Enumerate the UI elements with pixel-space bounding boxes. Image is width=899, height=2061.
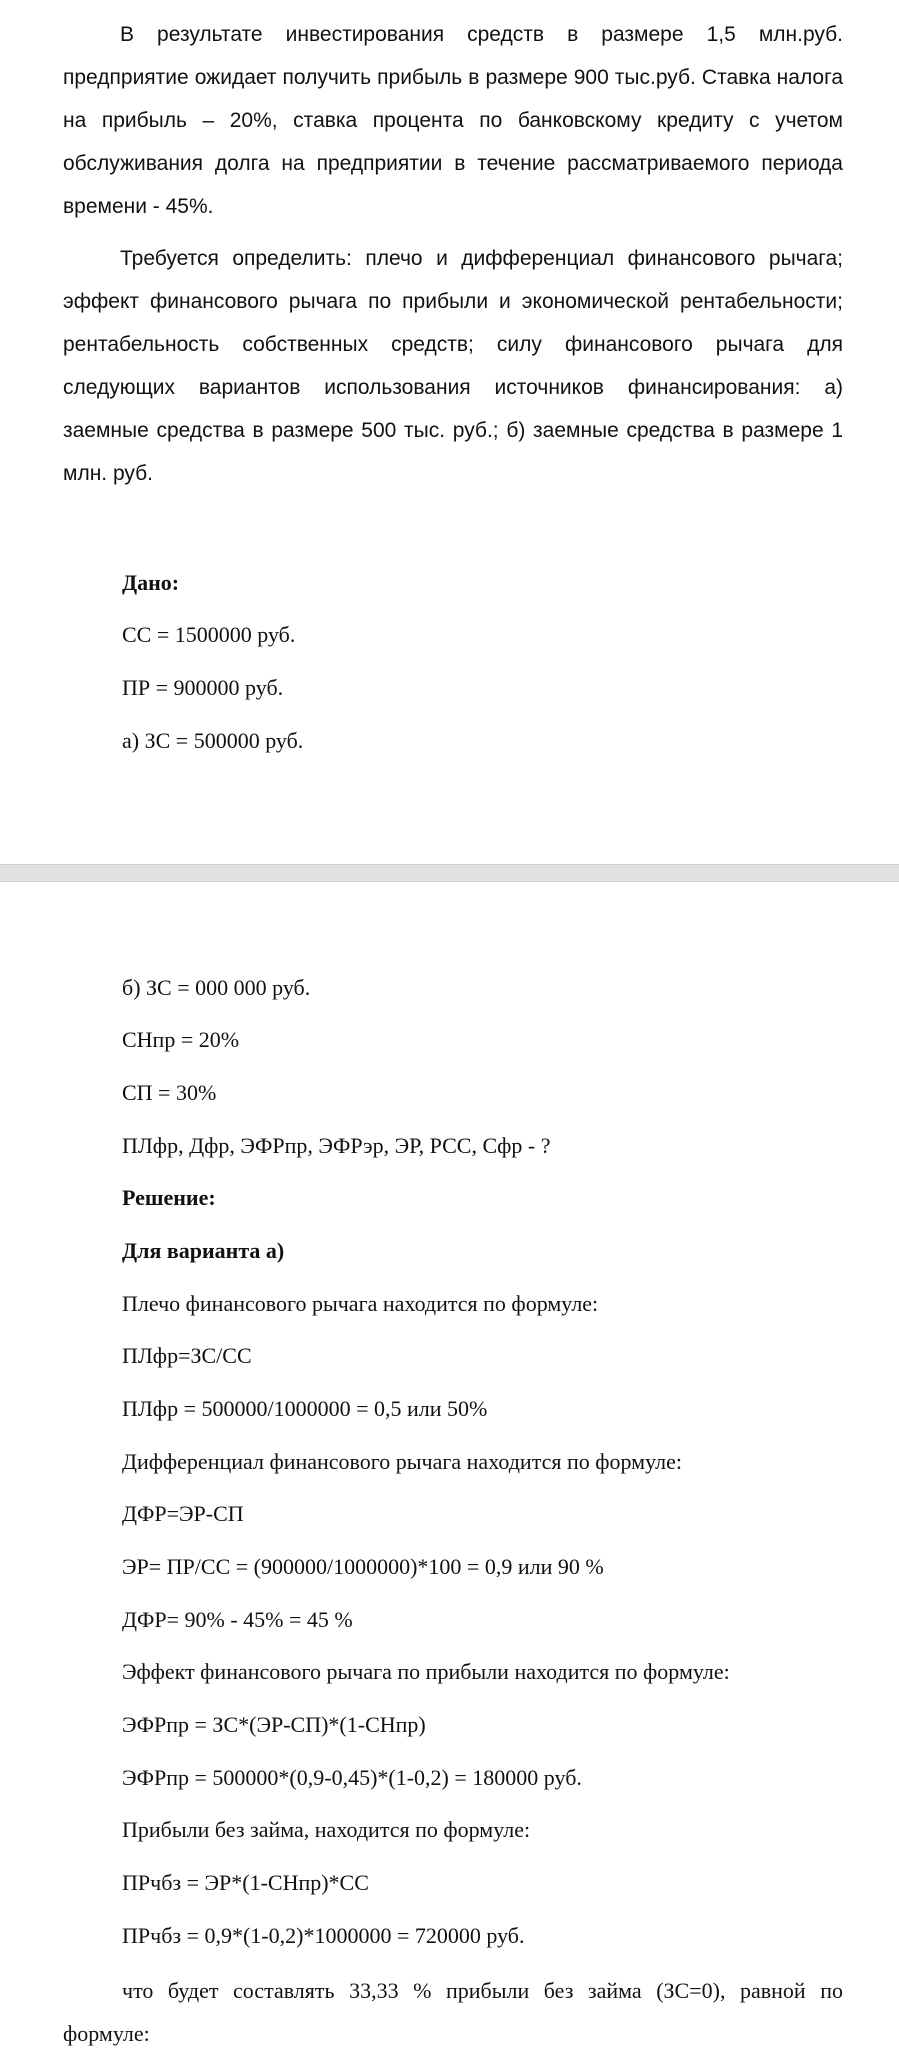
calculation-line: ПРчбз = 0,9*(1-0,2)*1000000 = 720000 руб. xyxy=(122,1923,525,1948)
given-line: СП = 30% xyxy=(122,1080,217,1105)
formula-line: ДФР=ЭР-СП xyxy=(122,1501,244,1526)
problem-paragraph-2: Требуется определить: плечо и дифференциал финансового рычага; эффект финансового рычага по прибыли и экономической рентабельности; рентабельность собственных средств; силу финансового рычага для следующих вариантов использования источников финансирования: а) заемные средства в размере 500 тыс. руб.; б) заемные средства в размере 1 млн. руб. xyxy=(63,247,843,485)
page-separator xyxy=(0,864,899,882)
formula-line: ЭФРпр = ЗС*(ЭР-СП)*(1-СНпр) xyxy=(122,1712,426,1737)
formula-line: ПРчбз = ЭР*(1-СНпр)*СС xyxy=(122,1870,369,1895)
final-paragraph: что будет составлять 33,33 % прибыли без займа (ЗС=0), равной по формуле: xyxy=(63,1978,843,2046)
solution-line: Дифференциал финансового рычага находится по формуле: xyxy=(122,1449,682,1474)
unknowns-line: ПЛфр, Дфр, ЭФРпр, ЭФРэр, ЭР, РСС, Сфр - ? xyxy=(122,1133,551,1158)
solution-line: Эффект финансового рычага по прибыли находится по формуле: xyxy=(122,1659,730,1684)
calculation-line: ДФР= 90% - 45% = 45 % xyxy=(122,1607,353,1632)
given-line: СНпр = 20% xyxy=(122,1027,240,1052)
solution-heading: Решение: xyxy=(122,1185,216,1210)
given-line: а) ЗС = 500000 руб. xyxy=(122,728,304,753)
solution-line: Плечо финансового рычага находится по формуле: xyxy=(122,1291,599,1316)
given-line: СС = 1500000 руб. xyxy=(122,622,296,647)
formula-line: ПЛфр=ЗС/СС xyxy=(122,1343,252,1368)
variant-heading: Для варианта а) xyxy=(122,1238,285,1263)
problem-paragraph-1: В результате инвестирования средств в размере 1,5 млн.руб. предприятие ожидает получить прибыль в размере 900 тыс.руб. Ставка налога на прибыль – 20%, ставка процента по банковскому кредиту с учетом обслуживания долга на предприятии в течение рассматриваемого периода времени - 45%. xyxy=(63,23,843,218)
calculation-line: ЭР= ПР/СС = (900000/1000000)*100 = 0,9 или 90 % xyxy=(122,1554,604,1579)
problem-statement xyxy=(63,13,843,495)
calculation-line: ПЛфр = 500000/1000000 = 0,5 или 50% xyxy=(122,1396,488,1421)
calculation-line: ЭФРпр = 500000*(0,9-0,45)*(1-0,2) = 180000 руб. xyxy=(122,1765,582,1790)
given-line: б) ЗС = 000 000 руб. xyxy=(122,975,311,1000)
given-heading: Дано: xyxy=(122,570,180,595)
given-line: ПР = 900000 руб. xyxy=(122,675,284,700)
solution-line: Прибыли без займа, находится по формуле: xyxy=(122,1817,531,1842)
